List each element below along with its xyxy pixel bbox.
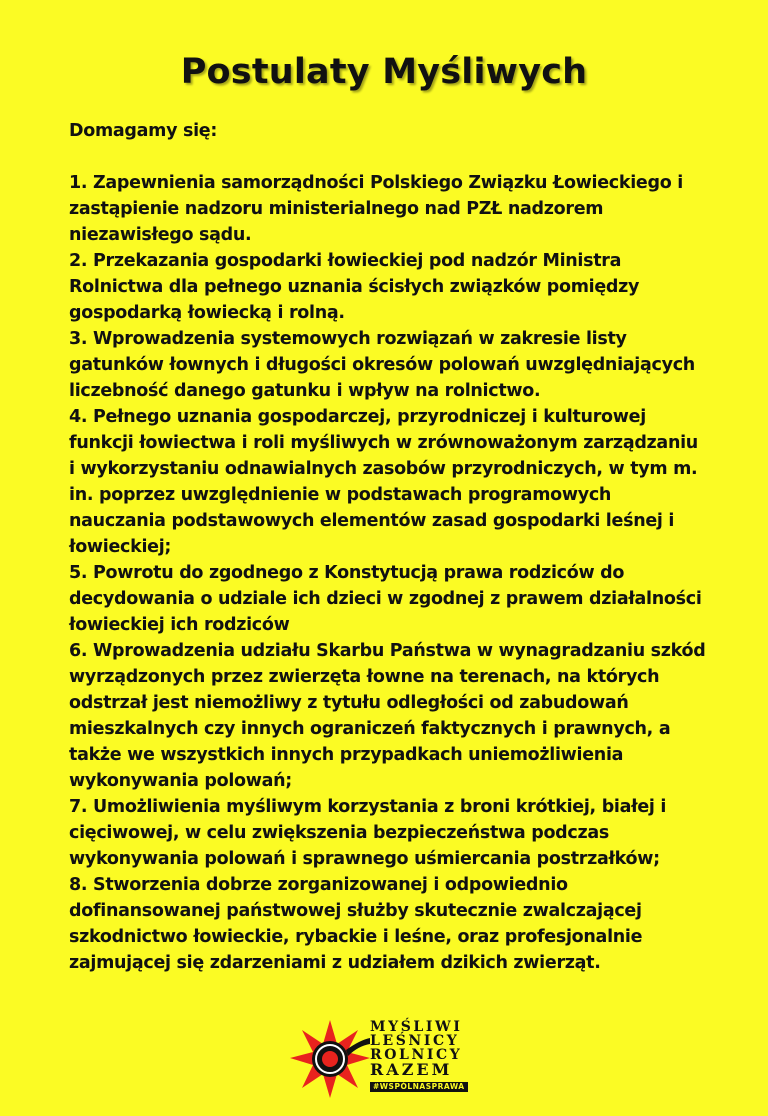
list-item: 5. Powrotu do zgodnego z Konstytucją prawa rodziców do decydowania o udziale ich dzieci w zgodnej z prawem działalności łowieckiej ich rodziców: [69, 563, 702, 635]
list-item: 4. Pełnego uznania gospodarczej, przyrodniczej i kulturowej funkcji łowiectwa i roli myśliwych w zrównoważonym zarządzaniu i wykorzystaniu odnawialnych zasobów przyrodniczych, w tym m. in. poprzez uwzględnienie w podstawach programowych nauczania podstawowych elementów zasad gospodarki leśnej i łowieckiej;: [69, 407, 698, 557]
list-item: 3. Wprowadzenia systemowych rozwiązań w zakresie listy gatunków łownych i długości okresów polowań uwzględniających liczebność danego gatunku i wpływ na rolnictwo.: [69, 329, 695, 401]
list-item: 7. Umożliwienia myśliwym korzystania z broni krótkiej, białej i cięciwowej, w celu zwiększenia bezpieczeństwa podczas wykonywania polowań i sprawnego uśmiercania postrzałków;: [69, 797, 667, 869]
logo-line: MYŚLIWI: [370, 1019, 463, 1035]
logo-line: ROLNICY: [370, 1047, 463, 1063]
list-item: 1. Zapewnienia samorządności Polskiego Związku Łowieckiego i zastąpienie nadzoru ministerialnego nad PZŁ nadzorem niezawisłego sądu.: [69, 173, 683, 245]
document-body: [69, 118, 709, 976]
intro-text: Domagamy się:: [69, 121, 218, 141]
logo: [288, 1018, 488, 1098]
logo-text: [370, 1020, 480, 1092]
list-item: 8. Stworzenia dobrze zorganizowanej i odpowiednio dofinansowanej państwowej służby skutecznie zwalczającej szkodnictwo łowieckie, rybackie i leśne, oraz profesjonalnie zajmującej się zdarzeniami z udziałem dzikich zwierząt.: [69, 875, 643, 973]
logo-line: LEŚNICY: [370, 1033, 460, 1049]
logo-line: RAZEM: [370, 1060, 453, 1079]
list-item: 6. Wprowadzenia udziału Skarbu Państwa w wynagradzaniu szkód wyrządzonych przez zwierzęta łowne na terenach, na których odstrzał jest niemożliwy z tytułu odległości od zabudowań mieszkalnych czy innych ograniczeń faktycznych i prawnych, a także we wszystkich innych przypadkach uniemożliwienia wykonywania polowań;: [69, 641, 706, 791]
page-title: Postulaty Myśliwych: [180, 52, 588, 92]
list-item: 2. Przekazania gospodarki łowieckiej pod nadzór Ministra Rolnictwa dla pełnego uznania ścisłych związków pomiędzy gospodarką łowiecką i rolną.: [69, 251, 640, 323]
logo-hashtag: #WSPÓLNASPRAWA: [370, 1082, 468, 1092]
hunting-horn-star-icon: [288, 1018, 372, 1100]
